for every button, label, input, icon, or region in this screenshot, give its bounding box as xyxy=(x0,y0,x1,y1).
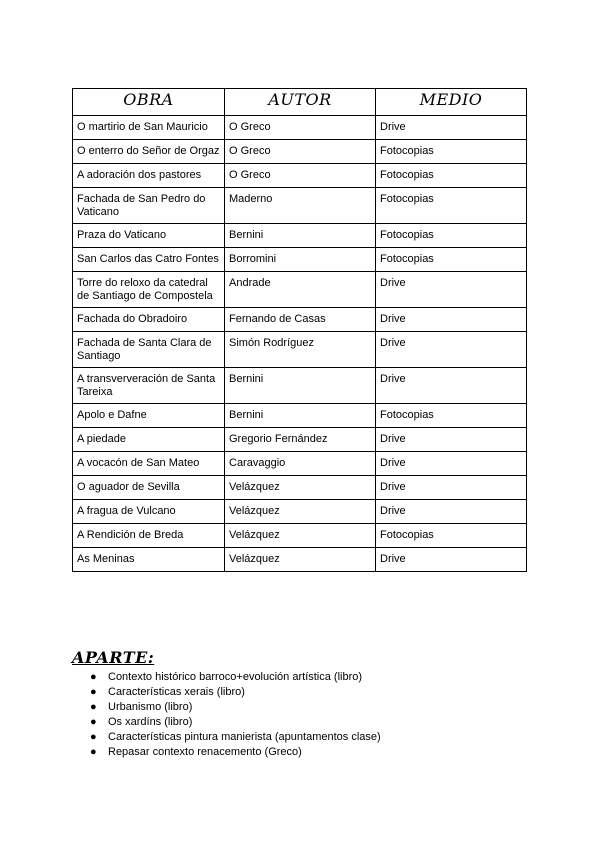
table-row xyxy=(73,332,527,368)
bullet-icon: ● xyxy=(90,686,97,698)
table-row xyxy=(73,548,527,572)
cell-autor: Simón Rodríguez xyxy=(225,332,376,368)
bullet-icon: ● xyxy=(90,716,97,728)
table-row xyxy=(73,140,527,164)
cell-medio: Drive xyxy=(376,272,527,308)
table-row xyxy=(73,428,527,452)
cell-obra: A transververación de Santa Tareixa xyxy=(73,368,225,404)
cell-obra: A adoración dos pastores xyxy=(73,164,225,188)
table-row xyxy=(73,248,527,272)
cell-medio: Fotocopias xyxy=(376,224,527,248)
bullet-icon: ● xyxy=(90,701,97,713)
list-item-text: Características pintura manierista (apuntamentos clase) xyxy=(108,731,381,743)
cell-autor: Borromini xyxy=(225,248,376,272)
table-row xyxy=(73,308,527,332)
aparte-heading: APARTE: xyxy=(72,648,155,667)
table-row xyxy=(73,188,527,224)
list-item xyxy=(90,730,381,745)
table-row xyxy=(73,476,527,500)
cell-obra: Apolo e Dafne xyxy=(73,404,225,428)
aparte-list xyxy=(72,670,381,760)
list-item-text: Repasar contexto renacemento (Greco) xyxy=(108,746,302,758)
cell-medio: Drive xyxy=(376,332,527,368)
bullet-icon: ● xyxy=(90,746,97,758)
table-row xyxy=(73,524,527,548)
cell-autor: Velázquez xyxy=(225,548,376,572)
header-autor: AUTOR xyxy=(225,89,376,116)
cell-obra: San Carlos das Catro Fontes xyxy=(73,248,225,272)
works-table xyxy=(72,88,527,572)
list-item-text: Urbanismo (libro) xyxy=(108,701,193,713)
cell-medio: Drive xyxy=(376,548,527,572)
list-item xyxy=(90,685,381,700)
list-item xyxy=(90,700,381,715)
list-item xyxy=(90,670,381,685)
table-row xyxy=(73,404,527,428)
list-item xyxy=(90,715,381,730)
cell-autor: O Greco xyxy=(225,140,376,164)
cell-autor: O Greco xyxy=(225,116,376,140)
cell-medio: Drive xyxy=(376,368,527,404)
cell-autor: Fernando de Casas xyxy=(225,308,376,332)
cell-medio: Drive xyxy=(376,428,527,452)
cell-autor: O Greco xyxy=(225,164,376,188)
bullet-icon: ● xyxy=(90,731,97,743)
cell-medio: Fotocopias xyxy=(376,164,527,188)
cell-autor: Andrade xyxy=(225,272,376,308)
cell-medio: Drive xyxy=(376,476,527,500)
cell-medio: Fotocopias xyxy=(376,248,527,272)
list-item-text: Os xardíns (libro) xyxy=(108,716,193,728)
cell-obra: Fachada do Obradoiro xyxy=(73,308,225,332)
cell-autor: Velázquez xyxy=(225,500,376,524)
cell-autor: Bernini xyxy=(225,404,376,428)
cell-obra: Torre do reloxo da catedral de Santiago de Compostela xyxy=(73,272,225,308)
cell-autor: Bernini xyxy=(225,368,376,404)
cell-medio: Fotocopias xyxy=(376,524,527,548)
table-row xyxy=(73,164,527,188)
cell-obra: Fachada de San Pedro do Vaticano xyxy=(73,188,225,224)
table-row xyxy=(73,368,527,404)
cell-autor: Gregorio Fernández xyxy=(225,428,376,452)
table-row xyxy=(73,500,527,524)
cell-autor: Bernini xyxy=(225,224,376,248)
cell-obra: A vocacón de San Mateo xyxy=(73,452,225,476)
header-medio: MEDIO xyxy=(376,89,527,116)
list-item-text: Características xerais (libro) xyxy=(108,686,245,698)
cell-obra: A fragua de Vulcano xyxy=(73,500,225,524)
cell-autor: Caravaggio xyxy=(225,452,376,476)
cell-medio: Drive xyxy=(376,116,527,140)
table-row xyxy=(73,224,527,248)
cell-obra: O aguador de Sevilla xyxy=(73,476,225,500)
cell-autor: Velázquez xyxy=(225,524,376,548)
cell-medio: Drive xyxy=(376,452,527,476)
list-item-text: Contexto histórico barroco+evolución artística (libro) xyxy=(108,671,363,683)
cell-medio: Fotocopias xyxy=(376,140,527,164)
cell-obra: A piedade xyxy=(73,428,225,452)
cell-obra: O enterro do Señor de Orgaz xyxy=(73,140,225,164)
cell-obra: A Rendición de Breda xyxy=(73,524,225,548)
table-header-row xyxy=(73,89,527,116)
works-table-body xyxy=(73,116,527,572)
table-row xyxy=(73,452,527,476)
cell-medio: Fotocopias xyxy=(376,404,527,428)
cell-obra: As Meninas xyxy=(73,548,225,572)
cell-obra: Fachada de Santa Clara de Santiago xyxy=(73,332,225,368)
bullet-icon: ● xyxy=(90,671,97,683)
header-obra: OBRA xyxy=(73,89,225,116)
cell-medio: Drive xyxy=(376,308,527,332)
cell-medio: Drive xyxy=(376,500,527,524)
table-row xyxy=(73,272,527,308)
list-item xyxy=(90,745,381,760)
cell-medio: Fotocopias xyxy=(376,188,527,224)
cell-autor: Velázquez xyxy=(225,476,376,500)
cell-autor: Maderno xyxy=(225,188,376,224)
cell-obra: Praza do Vaticano xyxy=(73,224,225,248)
table-row xyxy=(73,116,527,140)
cell-obra: O martirio de San Mauricio xyxy=(73,116,225,140)
